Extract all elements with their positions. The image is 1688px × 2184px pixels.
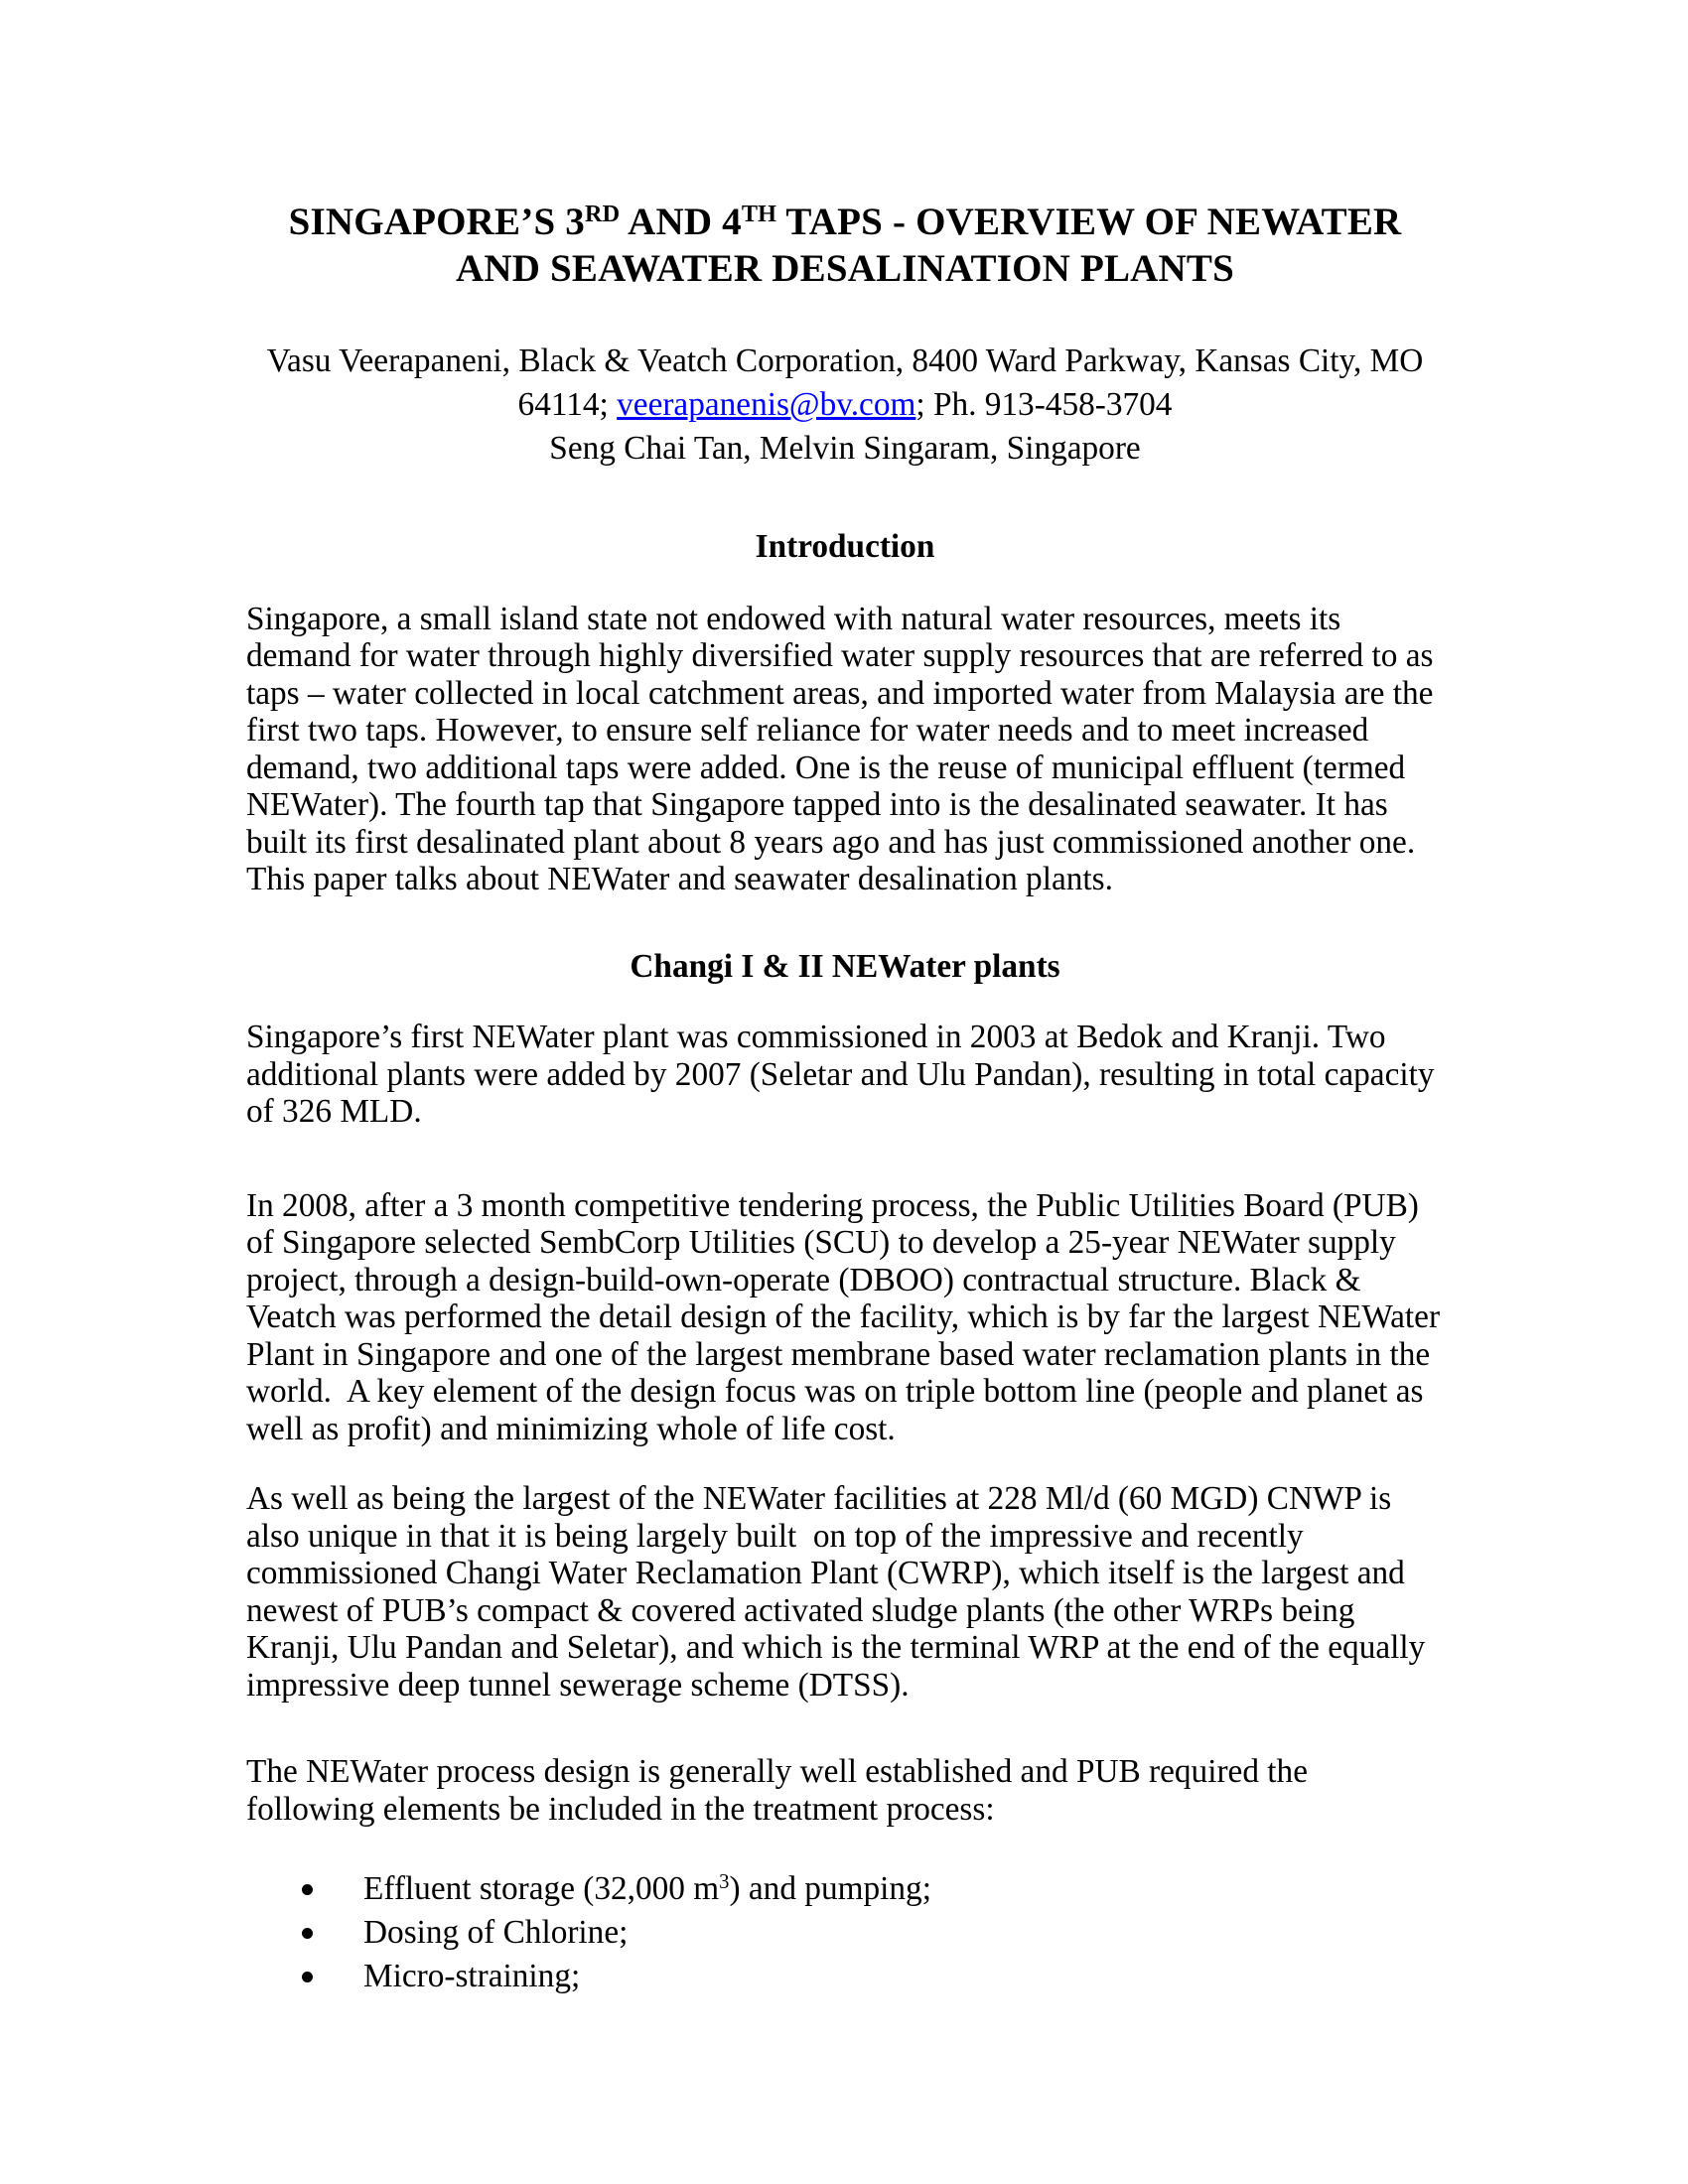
title-superscript-th: TH [741,200,777,227]
treatment-elements-list [246,1867,1444,1998]
changi-paragraph-3: As well as being the largest of the NEWater facilities at 228 Ml/d (60 MGD) CNWP is also unique in that it is being largely built on top of the impressive and recently commissioned Changi Water Reclamation Plant (CWRP), which itself is the largest and newest of PUB’s compact & covered activated sludge plants (the other WRPs being Kranji, Ulu Pandan and Seletar), and which is the terminal WRP at the end of the equally impressive deep tunnel sewerage scheme (DTSS). [246,1480,1434,1704]
list-item-micro-straining [246,1955,1444,1998]
bullet-icon [302,1884,313,1895]
paper-title-line-2 [246,245,1444,292]
author-line-1 [246,340,1444,383]
list-item-text: Micro-straining; [363,1958,581,1994]
author-line-2 [246,383,1444,427]
list-item-text: ) and pumping; [729,1870,931,1907]
title-segment: AND 4 [620,201,742,243]
paper-title-line-1 [246,199,1444,245]
changi-paragraph-4: The NEWater process design is generally well established and PUB required the following elements be included in the treatment process: [246,1753,1317,1828]
section-heading-changi-newater-plants: Changi I & II NEWater plants [630,947,1060,985]
title-segment: TAPS - OVERVIEW OF NEWATER [776,201,1402,243]
list-item-chlorine-dosing [246,1911,1444,1955]
cubic-meter-superscript: 3 [719,1870,730,1893]
section-heading-introduction: Introduction [755,528,935,565]
bullet-icon [302,1928,313,1939]
author-text: ; Ph. 913-458-3704 [915,386,1173,423]
list-item-effluent-storage [246,1867,1444,1911]
introduction-paragraph: Singapore, a small island state not endowed with natural water resources, meets its demand for water through highly diversified water supply resources that are referred to as taps – water collected in local catchment areas, and imported water from Malaysia are the first two taps. However, to ensure self reliance for water needs and to meet increased demand, two additional taps were added. One is the reuse of municipal effluent (termed NEWater). The fourth tap that Singapore tapped into is the desalinated seawater. It has built its first desalinated plant about 8 years ago and has just commissioned another one. This paper talks about NEWater and seawater desalination plants. [246,600,1442,897]
author-line-3 [246,427,1444,471]
list-item-text: Effluent storage (32,000 m [363,1870,720,1907]
changi-paragraph-2: In 2008, after a 3 month competitive tendering process, the Public Utilities Board (PUB) of Singapore selected SembCorp Utilities (SCU) to develop a 25-year NEWater supply project, through a design-build-own-operate (DBOO) contractual structure. Black & Veatch was performed the detail design of the facility, which is by far the largest NEWater Plant in Singapore and one of the largest membrane based water reclamation plants in the world. A key element of the design focus was on triple bottom line (people and planet as well as profit) and minimizing whole of life cost. [246,1186,1449,1447]
author-text: Seng Chai Tan, Melvin Singaram, Singapore [549,430,1141,467]
bullet-icon [302,1972,313,1982]
title-superscript-rd: RD [585,200,621,227]
author-text: 64114; [517,386,618,423]
title-segment: AND SEAWATER DESALINATION PLANTS [455,247,1235,290]
paper-title [246,199,1444,292]
list-item-text: Dosing of Chlorine; [363,1914,629,1951]
title-segment: SINGAPORE’S 3 [288,201,585,243]
changi-paragraph-1: Singapore’s first NEWater plant was commissioned in 2003 at Bedok and Kranji. Two additional plants were added by 2007 (Seletar and Ulu Pandan), resulting in total capacity of 326 MLD. [246,1019,1443,1130]
author-block [246,340,1444,471]
author-text: Vasu Veerapaneni, Black & Veatch Corporation, 8400 Ward Parkway, Kansas City, MO [266,342,1424,379]
email-link[interactable]: veerapanenis@bv.com [617,386,916,423]
